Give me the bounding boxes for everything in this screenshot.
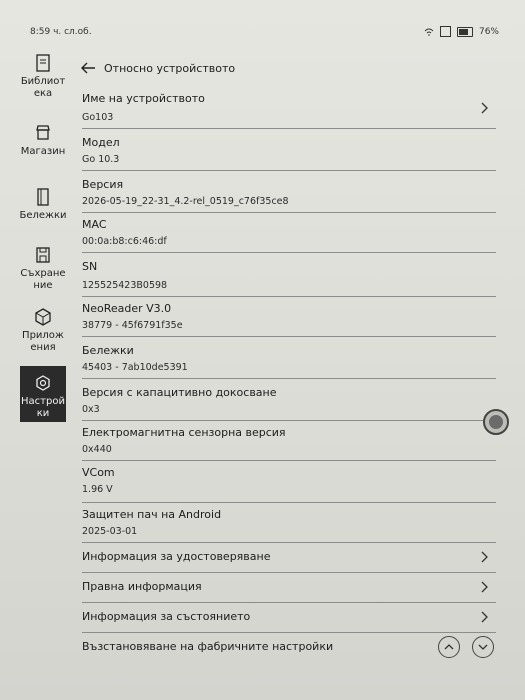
chevron-down-icon (478, 642, 488, 652)
info-row-mac (82, 212, 496, 253)
chevron-right-icon (480, 611, 488, 623)
chevron-right-icon (480, 551, 488, 563)
status-right (424, 26, 499, 37)
sidebar-item-label: Бележки (19, 210, 67, 221)
row-label: Име на устройството (82, 92, 205, 105)
sidebar-item-label: Магазин (20, 146, 66, 157)
row-label: Информация за състоянието (82, 610, 251, 623)
row-value: 00:0a:b8:c6:46:df (82, 236, 167, 247)
row-value: Go103 (82, 112, 114, 123)
page-title: Относно устройството (104, 61, 236, 75)
info-row-notes (82, 336, 496, 379)
sidebar (20, 42, 66, 682)
sidebar-item-notes[interactable] (20, 180, 66, 242)
info-row-emr-version (82, 420, 496, 461)
row-value: 0x440 (82, 444, 112, 455)
info-row-device-name[interactable] (82, 88, 496, 129)
page-down-button[interactable] (472, 636, 494, 658)
link-row-legal[interactable] (82, 572, 496, 603)
status-time: 8:59 ч. сл.об. (30, 27, 92, 37)
row-label: VCom (82, 466, 115, 479)
info-row-neoreader (82, 296, 496, 337)
layout-icon (440, 26, 451, 37)
row-label: Информация за удостоверяване (82, 550, 271, 563)
link-row-factory-reset[interactable] (82, 632, 496, 662)
link-row-certification[interactable] (82, 542, 496, 573)
sidebar-item-store[interactable] (20, 116, 66, 178)
row-value: 125525423B0598 (82, 280, 168, 291)
row-label: Електромагнитна сензорна версия (82, 426, 286, 439)
row-label: Защитен пач на Android (82, 508, 222, 521)
settings-icon (35, 374, 51, 392)
sidebar-item-label: Библиот ека (20, 76, 66, 99)
row-label: MAC (82, 218, 107, 231)
main-panel (80, 42, 500, 692)
sidebar-item-settings[interactable] (20, 366, 66, 422)
info-row-version (82, 170, 496, 213)
page-header[interactable] (80, 58, 235, 78)
store-icon (35, 124, 51, 142)
row-label: Версия (82, 178, 124, 191)
sidebar-item-library[interactable] (20, 46, 66, 108)
book-icon (35, 54, 51, 72)
notebook-icon (35, 188, 51, 206)
info-row-touch-version (82, 378, 496, 421)
row-value: 0x3 (82, 404, 100, 415)
row-label: Версия с капацитивно докосване (82, 386, 277, 399)
chevron-right-icon (480, 102, 488, 114)
row-label: NeoReader V3.0 (82, 302, 172, 315)
back-arrow-icon[interactable] (80, 62, 96, 74)
row-value: 38779 - 45f6791f35e (82, 320, 183, 331)
floating-assist-button[interactable] (483, 409, 509, 435)
info-row-sn (82, 252, 496, 297)
row-label: Модел (82, 136, 120, 149)
battery-icon (457, 27, 473, 37)
page-up-button[interactable] (438, 636, 460, 658)
status-bar (0, 22, 525, 42)
chevron-right-icon (480, 581, 488, 593)
storage-icon (35, 246, 51, 264)
row-value: 1.96 V (82, 484, 113, 495)
sidebar-item-label: Настрой ки (21, 396, 65, 419)
row-label: Възстановяване на фабричните настройки (82, 640, 334, 653)
info-row-security-patch (82, 502, 496, 543)
battery-level: 76% (478, 26, 499, 37)
row-value: 2026-05-19_22-31_4.2-rel_0519_c76f35ce8 (82, 196, 289, 207)
row-value: 45403 - 7ab10de5391 (82, 362, 188, 373)
chevron-up-icon (444, 642, 454, 652)
link-row-status[interactable] (82, 602, 496, 633)
row-value: Go 10.3 (82, 154, 120, 165)
sidebar-item-label: Прилож ения (22, 330, 64, 353)
wifi-icon (424, 28, 434, 36)
apps-icon (35, 308, 51, 326)
sidebar-item-apps[interactable] (20, 300, 66, 362)
sidebar-item-label: Съхране ние (20, 268, 66, 291)
sidebar-item-storage[interactable] (20, 238, 66, 300)
row-value: 2025-03-01 (82, 526, 138, 537)
row-label: SN (82, 260, 98, 273)
info-row-vcom (82, 460, 496, 503)
row-label: Бележки (82, 344, 134, 357)
info-row-model (82, 128, 496, 171)
row-label: Правна информация (82, 580, 202, 593)
